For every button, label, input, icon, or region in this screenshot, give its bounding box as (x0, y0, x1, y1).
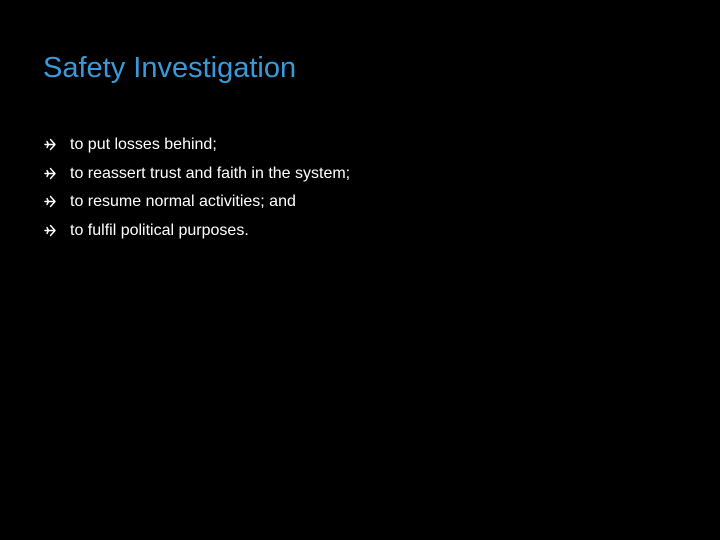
bullet-text: to put losses behind; (70, 136, 217, 154)
bullet-text: to reassert trust and faith in the system; (70, 164, 351, 182)
bullet-item (44, 217, 350, 246)
airplane-icon (44, 138, 70, 152)
airplane-icon (44, 167, 70, 181)
bullet-list (44, 131, 350, 245)
bullet-item (44, 131, 350, 160)
airplane-icon (44, 224, 70, 238)
airplane-icon (44, 195, 70, 209)
bullet-item (44, 188, 350, 217)
bullet-item (44, 160, 350, 189)
bullet-text: to resume normal activities; and (70, 193, 296, 211)
bullet-text: to fulfil political purposes. (70, 221, 249, 239)
slide-title: Safety Investigation (43, 52, 297, 84)
